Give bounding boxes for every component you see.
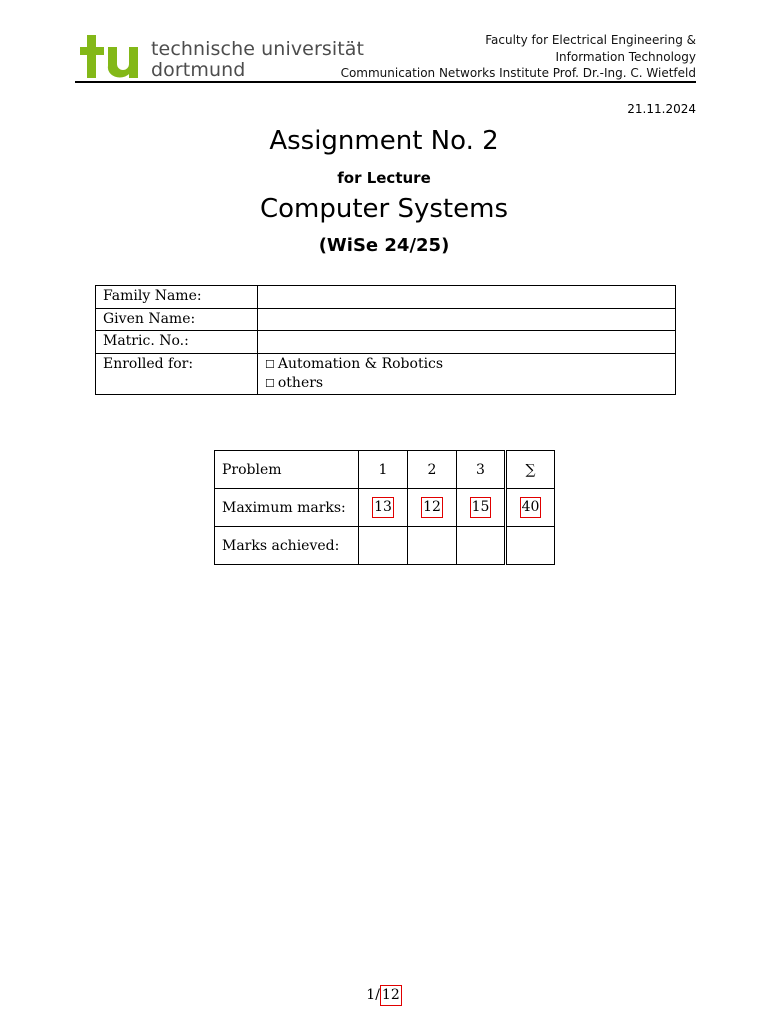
course-title: Computer Systems — [259, 194, 508, 224]
lecture-subtitle: for Lecture — [337, 169, 431, 187]
university-name-line1: technische universität — [151, 38, 365, 60]
institute-line: Communication Networks Institute Prof. Dr.-Ing. C. Wietfeld — [340, 66, 696, 80]
family-name-field[interactable] — [258, 286, 676, 309]
given-name-label: Given Name: — [96, 308, 258, 331]
table-row — [96, 331, 676, 354]
enrolled-for-options — [258, 353, 676, 394]
max-marks-link[interactable]: 15 — [470, 497, 492, 518]
total-pages-link[interactable]: 12 — [380, 985, 402, 1006]
option-automation-robotics[interactable] — [265, 355, 668, 374]
university-name-line2: dortmund — [151, 59, 246, 81]
max-total-link[interactable]: 40 — [520, 497, 542, 518]
option-label: others — [277, 374, 324, 391]
option-others[interactable] — [265, 374, 668, 393]
given-name-field[interactable] — [258, 308, 676, 331]
marks-achieved-cell[interactable] — [457, 527, 506, 565]
marks-achieved-total-cell[interactable] — [506, 527, 555, 565]
table-row — [96, 308, 676, 331]
current-page: 1 — [366, 987, 376, 1003]
table-row — [215, 527, 555, 565]
checkbox-icon[interactable]: ☐ — [265, 376, 275, 390]
family-name-label: Family Name: — [96, 286, 258, 309]
enrolled-for-label: Enrolled for: — [96, 353, 258, 394]
option-label: Automation & Robotics — [277, 355, 444, 372]
table-row — [96, 286, 676, 309]
page-number — [0, 985, 768, 1006]
header-divider — [75, 81, 696, 83]
problem-number: 3 — [457, 451, 506, 489]
document-date: 21.11.2024 — [627, 102, 696, 116]
page-separator: / — [375, 987, 380, 1003]
sum-symbol: ∑ — [506, 451, 555, 489]
institute-block — [341, 32, 696, 82]
matric-no-label: Matric. No.: — [96, 331, 258, 354]
assignment-title: Assignment No. 2 — [269, 126, 499, 156]
max-marks-label: Maximum marks: — [215, 489, 359, 527]
semester-label: (WiSe 24/25) — [318, 235, 450, 256]
faculty-line1: Faculty for Electrical Engineering & — [485, 33, 696, 47]
problem-number: 2 — [408, 451, 457, 489]
student-info-table — [95, 285, 676, 395]
problem-label: Problem — [215, 451, 359, 489]
checkbox-icon[interactable]: ☐ — [265, 357, 275, 371]
university-name — [151, 39, 364, 81]
max-marks-link[interactable]: 13 — [372, 497, 394, 518]
table-row — [96, 353, 676, 394]
marks-achieved-cell[interactable] — [408, 527, 457, 565]
problem-number: 1 — [359, 451, 408, 489]
matric-no-field[interactable] — [258, 331, 676, 354]
faculty-line2: Information Technology — [555, 49, 696, 64]
max-marks-link[interactable]: 12 — [421, 497, 443, 518]
marks-achieved-label: Marks achieved: — [215, 527, 359, 565]
marks-achieved-cell[interactable] — [359, 527, 408, 565]
table-row — [215, 489, 555, 527]
table-row — [215, 451, 555, 489]
tu-logo-icon — [80, 33, 150, 78]
marks-table — [214, 450, 555, 565]
